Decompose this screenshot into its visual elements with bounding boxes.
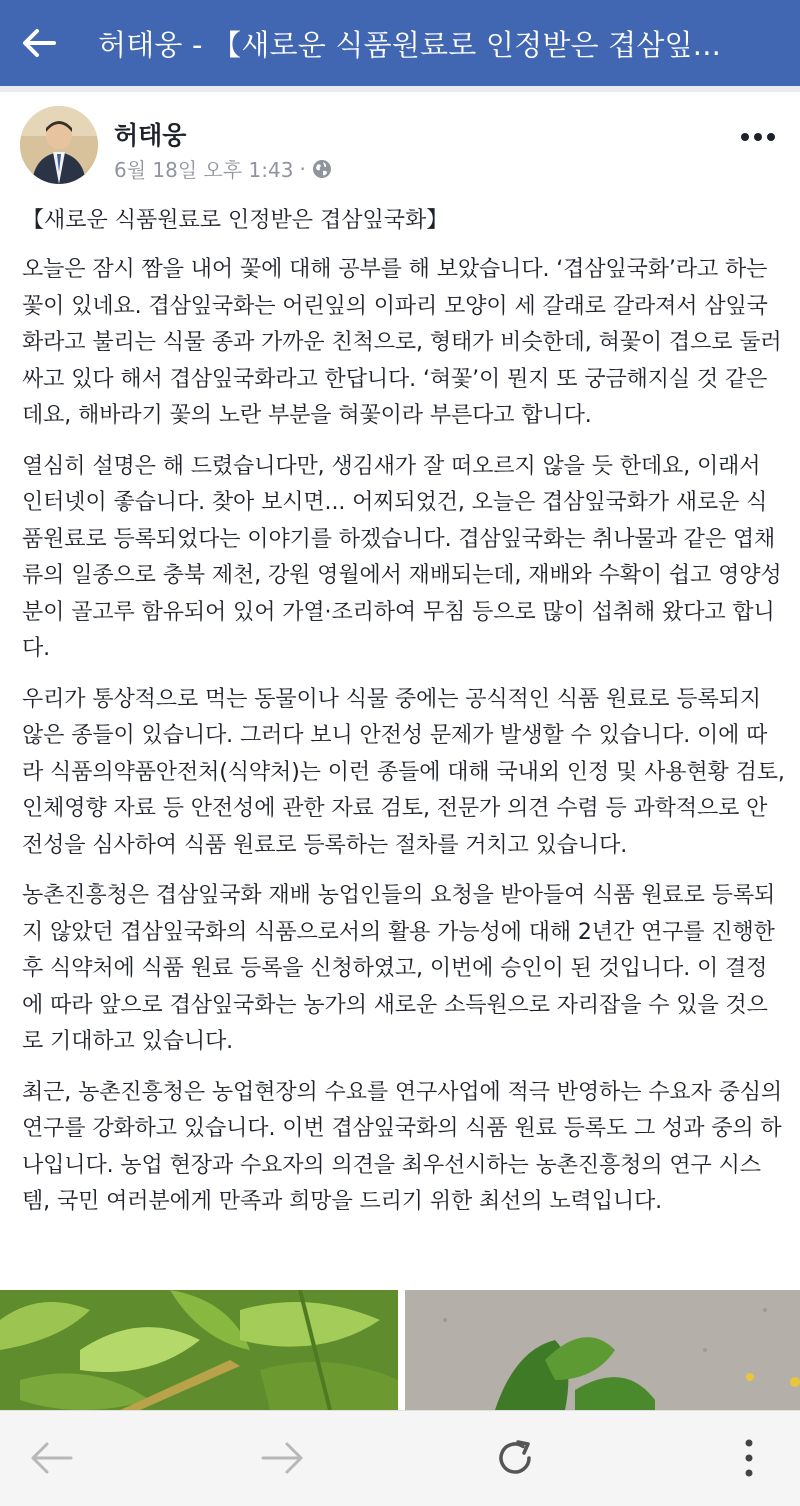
post-paragraph: 최근, 농촌진흥청은 농업현장의 수요를 연구사업에 적극 반영하는 수요자 중심의 연구를 강화하고 있습니다. 이번 겹삼잎국화의 식품 원료 등록도 그 성과 중의 하나입니다. 농업 현장과 수요자의 의견을 최우선시하는 농촌진흥청의 연구 시스템, 국민 여러분에게 만족과 희망을 드리기 위한 최선의 노력입니다. [22, 1079, 783, 1214]
post-photo[interactable] [405, 1290, 800, 1410]
browser-menu-button[interactable] [724, 1433, 774, 1483]
browser-back-button[interactable] [26, 1433, 76, 1483]
profile-photo [20, 106, 98, 184]
post-meta [114, 154, 332, 183]
back-arrow-icon [29, 1441, 73, 1475]
reload-icon [493, 1436, 537, 1480]
post-paragraph: 농촌진흥청은 겹삼잎국화 재배 농업인들의 요청을 받아들여 식품 원료로 등록되지 않았던 겹삼잎국화의 식품으로서의 활용 가능성에 대해 2년간 연구를 진행한 후 식약처에 식품 원료 등록을 신청하였고, 이번에 승인이 된 것입니다. 이 결정에 따라 앞으로 겹삼잎국화는 농가의 새로운 소득원으로 자리잡을 수 있을 것으로 기대하고 있습니다. [22, 883, 776, 1054]
post-photo[interactable] [0, 1290, 398, 1410]
author-name[interactable]: 허태웅 [114, 121, 187, 150]
post-paragraph: 오늘은 잠시 짬을 내어 꽃에 대해 공부를 해 보았습니다. ‘겹삼잎국화’라고 하는 꽃이 있네요. 겹삼잎국화는 어린잎의 이파리 모양이 세 갈래로 갈라져서 삼잎국화라고 불리는 식물 종과 가까운 친척으로, 형태가 비슷한데, 혀꽃이 겹으로 둘러싸고 있다 해서 겹삼잎국화라고 한답니다. ‘혀꽃’이 뭔지 또 궁금해지실 것 같은데요, 해바라기 꽃의 노란 부분을 혀꽃이라 부른다고 합니다. [22, 257, 782, 428]
post-body [22, 198, 786, 1235]
post-paragraph: 우리가 통상적으로 먹는 동물이나 식물 중에는 공식적인 식품 원료로 등록되지 않은 종들이 있습니다. 그러다 보니 안전성 문제가 발생할 수 있습니다. 이에 따라 식품의약품안전처(식약처)는 이런 종들에 대해 국내외 인정 및 사용현황 검토, 인체영향 자료 등 안전성에 관한 자료 검토, 전문가 의견 수렴 등 과학적으로 안전성을 심사하여 식품 원료로 등록하는 절차를 거치고 있습니다. [22, 686, 785, 858]
back-arrow-icon [22, 28, 56, 58]
avatar[interactable] [20, 106, 98, 184]
browser-navigation-bar [0, 1410, 800, 1506]
post-title: 【새로운 식품원료로 인정받은 겹삼잎국화】 [22, 208, 449, 233]
harvested-plant-image [405, 1290, 800, 1410]
forward-arrow-icon [261, 1441, 305, 1475]
reload-button[interactable] [490, 1433, 540, 1483]
post-header [0, 92, 800, 197]
meta-separator: · [299, 156, 306, 181]
back-button[interactable] [0, 0, 78, 86]
more-options-icon-dot [767, 133, 775, 141]
plant-leaves-image [0, 1290, 398, 1410]
post-paragraph: 열심히 설명은 해 드렸습니다만, 생김새가 잘 떠오르지 않을 듯 한데요, 이래서 인터넷이 좋습니다. 찾아 보시면... 어찌되었건, 오늘은 겹삼잎국화가 새로운 식품원료로 등록되었다는 이야기를 하겠습니다. 겹삼잎국화는 취나물과 같은 엽채류의 일종으로 충북 제천, 강원 영월에서 재배되는데, 재배와 수확이 쉽고 영양성분이 골고루 함유되어 있어 가열·조리하여 무침 등으로 많이 섭취해 왔다고 합니다. [22, 453, 782, 661]
post-timestamp[interactable]: 6월 18일 오후 1:43 [114, 158, 294, 182]
top-app-bar [0, 0, 800, 86]
kebab-menu-icon [744, 1438, 754, 1478]
more-options-button[interactable] [738, 122, 778, 152]
more-options-icon [741, 133, 749, 141]
page-title: 허태웅 - 【새로운 식품원료로 인정받은 겹삼잎... [98, 27, 722, 62]
more-options-icon-dot [754, 133, 762, 141]
globe-icon [312, 159, 332, 179]
photo-gallery [0, 1290, 800, 1410]
browser-forward-button[interactable] [258, 1433, 308, 1483]
